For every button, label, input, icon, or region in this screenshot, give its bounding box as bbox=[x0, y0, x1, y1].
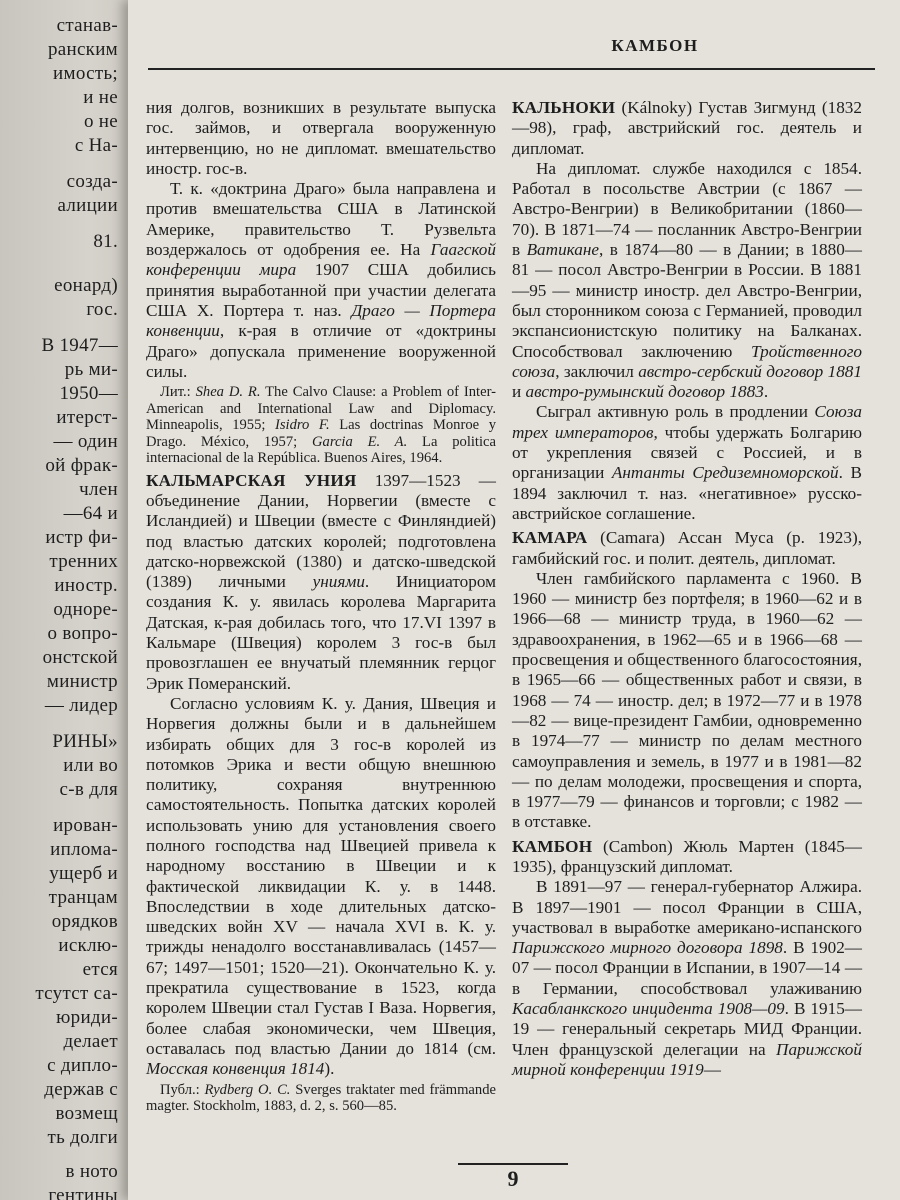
italic-reference: Garcia E. A. bbox=[311, 433, 408, 450]
prev-page-fragment: о не bbox=[83, 111, 118, 132]
paragraph bbox=[512, 569, 862, 833]
text-run: The Calvo Clause: a Problem of Inter-American and International Law and Diplomacy. Minneapolis, 1955; bbox=[146, 384, 496, 434]
entry-headword: КАМБОН bbox=[512, 836, 593, 856]
prev-page-fragment: имость; bbox=[53, 63, 118, 84]
right-column bbox=[512, 98, 862, 1080]
left-column bbox=[146, 98, 496, 1118]
prev-page-fragment: или во bbox=[63, 755, 118, 776]
text-run: , в 1874—80 — в Дании; в 1880—81 — посол Австро-Венгрии в России. В 1881—95 — министр иностр. дел Австро-Венгрии, был сторонником союза с Германией, проводил экспансионистскую политику на Балканах. Способствовал заключению bbox=[512, 240, 862, 361]
italic-reference: Shea D. R. bbox=[195, 384, 261, 401]
paragraph: ния долгов, возникших в результате выпуска гос. займов, и отвергала вооруженную интервенцию, но не дипломат. вмешательство иностр. гос-в. bbox=[146, 98, 496, 178]
text-run: В 1891—97 — генерал-губернатор Алжира. В 1897—1901 — посол Франции в США, участвовал в выработке американо-испанского bbox=[512, 877, 862, 937]
prev-page-fragment: итерст- bbox=[56, 407, 118, 428]
prev-page-fragment: ущерб и bbox=[49, 863, 118, 884]
text-run: — bbox=[703, 1059, 721, 1079]
prev-page-fragment: РИНЫ» bbox=[52, 731, 118, 752]
dictionary-entry bbox=[512, 528, 862, 569]
text-run: 1397—1523 — объединение Дании, Норвегии (вместе с Исландией) и Швеции (вместе с Финляндией) под властью датских королей; подготовлена датско-норвежской (1380) и датско-шведской (1389) личными bbox=[146, 470, 496, 592]
italic-reference: Isidro F. bbox=[275, 417, 330, 434]
italic-reference: австро-сербский договор 1881 bbox=[638, 361, 862, 381]
paragraph bbox=[512, 877, 862, 1080]
footer-rule bbox=[458, 1163, 568, 1165]
prev-page-fragment: истр фи- bbox=[45, 527, 118, 548]
prev-page-fragment: онстской bbox=[42, 647, 118, 668]
italic-reference: австро-румынский договор 1883 bbox=[525, 382, 764, 402]
prev-page-fragment: —64 и bbox=[63, 503, 118, 524]
prev-page-fragment: орядков bbox=[51, 911, 118, 932]
italic-reference: Парижской мирной конференции 1919 bbox=[512, 1039, 862, 1079]
prev-page-fragment: гентины bbox=[48, 1185, 118, 1200]
text-run: На дипломат. службе находился с 1854. Работал в посольстве Австрии (с 1867 — Австро-Венгрии) в Великобритании (1860—70). В 1871—74 — посланник Австро-Венгрии в bbox=[512, 158, 862, 260]
entry-headword: КАМАРА bbox=[512, 528, 588, 548]
prev-page-fragment: возмещ bbox=[55, 1103, 118, 1124]
prev-page-fragment: созда- bbox=[66, 171, 118, 192]
prev-page-fragment: станав- bbox=[56, 15, 118, 36]
prev-page-fragment: министр bbox=[46, 671, 118, 692]
prev-page-fragment: однорe- bbox=[53, 599, 118, 620]
text-run: Сыграл активную роль в продлении bbox=[536, 402, 815, 422]
text-run: . Инициатором создания К. у. явилась королева Маргарита Датская, к-рая добилась того, что 17.VI 1397 в Кальмаре (Швеция) королем 3 гос-в был провозглашен ее внучатый племянник герцог Эрик Померанский. bbox=[146, 572, 496, 693]
prev-page-fragment: В 1947— bbox=[41, 335, 118, 356]
prev-page-fragment: ется bbox=[82, 959, 118, 980]
prev-page-fragment: ть долги bbox=[47, 1127, 118, 1148]
paragraph bbox=[146, 694, 496, 1080]
prev-page-fragment: с На- bbox=[74, 135, 118, 156]
prev-page-fragment: ранским bbox=[47, 39, 118, 60]
header-rule bbox=[148, 68, 875, 70]
prev-page-fragment: исклю- bbox=[58, 935, 118, 956]
text-run: . В 1894 заключил т. наз. «негативное» русско-австрийское соглашение. bbox=[512, 463, 862, 523]
text-run: (Kálnoky) Густав Зигмунд (1832—98), граф, австрийский гос. деятель и дипломат. bbox=[512, 98, 862, 158]
italic-reference: Драго — Портера конвенции bbox=[146, 300, 496, 341]
text-run: , чтобы удержать Болгарию от укрепления связей с Россией, и в организации bbox=[512, 422, 862, 483]
prev-page-fragment: рь ми- bbox=[64, 359, 118, 380]
previous-page-strip bbox=[0, 0, 128, 1200]
italic-reference: Тройственного союза bbox=[512, 341, 862, 381]
text-run: . В 1915—19 — генеральный секретарь МИД Франции. Член французской делегации на bbox=[512, 999, 862, 1059]
text-run: . bbox=[763, 382, 769, 402]
text-run: Sverges traktater med främmande magter. Stockholm, 1883, d. 2, s. 560—85. bbox=[146, 1081, 496, 1115]
text-run: Публ.: bbox=[160, 1081, 205, 1098]
running-head: КАМБОН bbox=[611, 36, 699, 55]
prev-page-fragment: юриди- bbox=[56, 1007, 118, 1028]
prev-page-fragment: тренних bbox=[49, 551, 118, 572]
text-run: Согласно условиям К. у. Дания, Швеция и Норвегия должны были и в дальнейшем избирать общих для 3 гос-в королей из потомков Эрика и вести общую внешнюю политику, сохраняя внутреннюю самостоятельность. Попытка датских королей использовать унию для установления своего полного господства над Швецией привела к народному восстанию в Швеции и к фактической ликвидации К. у. в 1448. Впоследствии в ходе длительных датско-шведских войн XV — начала XVI в. К. у. трижды ненадолго восстанавливалась (1457—67; 1497—1501; 1520—21). Окончательно К. у. прекратила существование в 1523, когда королем Швеции стал Густав I Ваза. Норвегия, более слабая экономически, чем Швеция, оставалась под властью Дании до 1814 (см. bbox=[146, 693, 496, 1058]
prev-page-fragment: — один bbox=[53, 431, 118, 452]
text-run: 1907 США добились принятия выработанной при участии делегата США Х. Портера т. наз. bbox=[146, 260, 496, 320]
prev-page-fragment: 81. bbox=[93, 231, 118, 252]
italic-reference: Rydberg O. C. bbox=[204, 1081, 291, 1098]
text-run: и bbox=[512, 382, 526, 402]
text-run: (Camara) Ассан Муса (р. 1923), гамбийский гос. и полит. деятель, дипломат. bbox=[512, 528, 862, 568]
text-run: , заключил bbox=[555, 361, 639, 381]
bibliography-note bbox=[146, 384, 496, 467]
italic-reference: Антанты Средиземноморской bbox=[611, 463, 839, 483]
prev-page-fragment: иностр. bbox=[54, 575, 118, 596]
entry-headword: КАЛЬНОКИ bbox=[512, 98, 616, 117]
prev-page-fragment: с-в для bbox=[59, 779, 118, 800]
prev-page-fragment: — лидер bbox=[44, 695, 118, 716]
prev-page-fragment: гос. bbox=[86, 299, 118, 320]
text-run: Лит.: bbox=[160, 384, 196, 401]
prev-page-fragment: и не bbox=[83, 87, 118, 108]
prev-page-fragment: тсутст са- bbox=[35, 983, 118, 1004]
text-run: (Cambon) Жюль Мартен (1845—1935), французский дипломат. bbox=[512, 836, 862, 876]
italic-reference: Гаагской конференции мира bbox=[146, 240, 496, 280]
italic-reference: Ватикане bbox=[526, 240, 600, 260]
dictionary-page bbox=[128, 0, 900, 1200]
prev-page-fragment: с дипло- bbox=[47, 1055, 118, 1076]
text-run: Т. к. «доктрина Драго» была направлена и против вмешательства США в Латинской Америке, правительство Т. Рузвельта воздержалось от одобрения ее. На bbox=[146, 179, 496, 260]
prev-page-fragment: 1950— bbox=[59, 383, 118, 404]
text-run: Член гамбийского парламента с 1960. В 1960 — министр без портфеля; в 1960—62 и в 1966—68 — министр труда, в 1960—62 — здравоохранения, в 1962—65 и в 1966—68 — просвещения и общественного благосостояния, в 1965—66 — общественных работ и связи, в 1968 — 74 — иностр. дел; в 1972—77 и в 1978—82 — вице-президент Гамбии, одновременно в 1974—77 — министр по делам местного самоуправления и земель, в 1977 и в 1981—82 — по делам молодежи, просвещения и спорта, в 1977—79 — финансов и торговли; с 1982 — в отставке. bbox=[512, 568, 862, 832]
prev-page-fragment: ой фрак- bbox=[45, 455, 118, 476]
italic-reference: Парижского мирного договора 1898 bbox=[512, 938, 783, 958]
dictionary-entry bbox=[512, 98, 862, 159]
text-run: La politica internacional de la República. Buenos Aires, 1964. bbox=[146, 433, 496, 467]
prev-page-fragment: транцам bbox=[48, 887, 118, 908]
text-run: , к-рая в отличие от «доктрины Драго» допускала применение вооруженной силы. bbox=[146, 321, 496, 381]
prev-page-fragment: в ното bbox=[65, 1161, 118, 1182]
italic-reference: униями bbox=[312, 572, 365, 592]
bibliography-note bbox=[146, 1082, 496, 1115]
dictionary-entry bbox=[146, 471, 496, 694]
dictionary-entry bbox=[512, 837, 862, 878]
italic-reference: Касабланкского инцидента 1908—09 bbox=[512, 999, 785, 1019]
prev-page-fragment: еонард) bbox=[54, 275, 118, 296]
paragraph bbox=[512, 159, 862, 403]
page-number: 9 bbox=[507, 1166, 519, 1191]
text-run: Las doctrinas Monroe y Drago. México, 1957; bbox=[146, 417, 496, 450]
paragraph bbox=[512, 402, 862, 524]
prev-page-fragment: делает bbox=[63, 1031, 118, 1052]
prev-page-fragment: алиции bbox=[57, 195, 118, 216]
text-run: ). bbox=[324, 1059, 335, 1079]
prev-page-fragment: член bbox=[79, 479, 118, 500]
prev-page-fragment: о вопро- bbox=[47, 623, 118, 644]
text-run: . В 1902—07 — посол Франции в Испании, в 1907—14 — в Германии, способствовал улаживанию bbox=[512, 938, 862, 998]
prev-page-fragment: ирован- bbox=[53, 815, 118, 836]
prev-page-fragment: ипломa- bbox=[50, 839, 118, 860]
paragraph bbox=[146, 179, 496, 382]
prev-page-fragment: держав с bbox=[44, 1079, 118, 1100]
italic-reference: Союза трех императоров bbox=[512, 402, 862, 442]
italic-reference: Мосская конвенция 1814 bbox=[146, 1059, 325, 1079]
entry-headword: КАЛЬМАРСКАЯ УНИЯ bbox=[146, 470, 357, 490]
